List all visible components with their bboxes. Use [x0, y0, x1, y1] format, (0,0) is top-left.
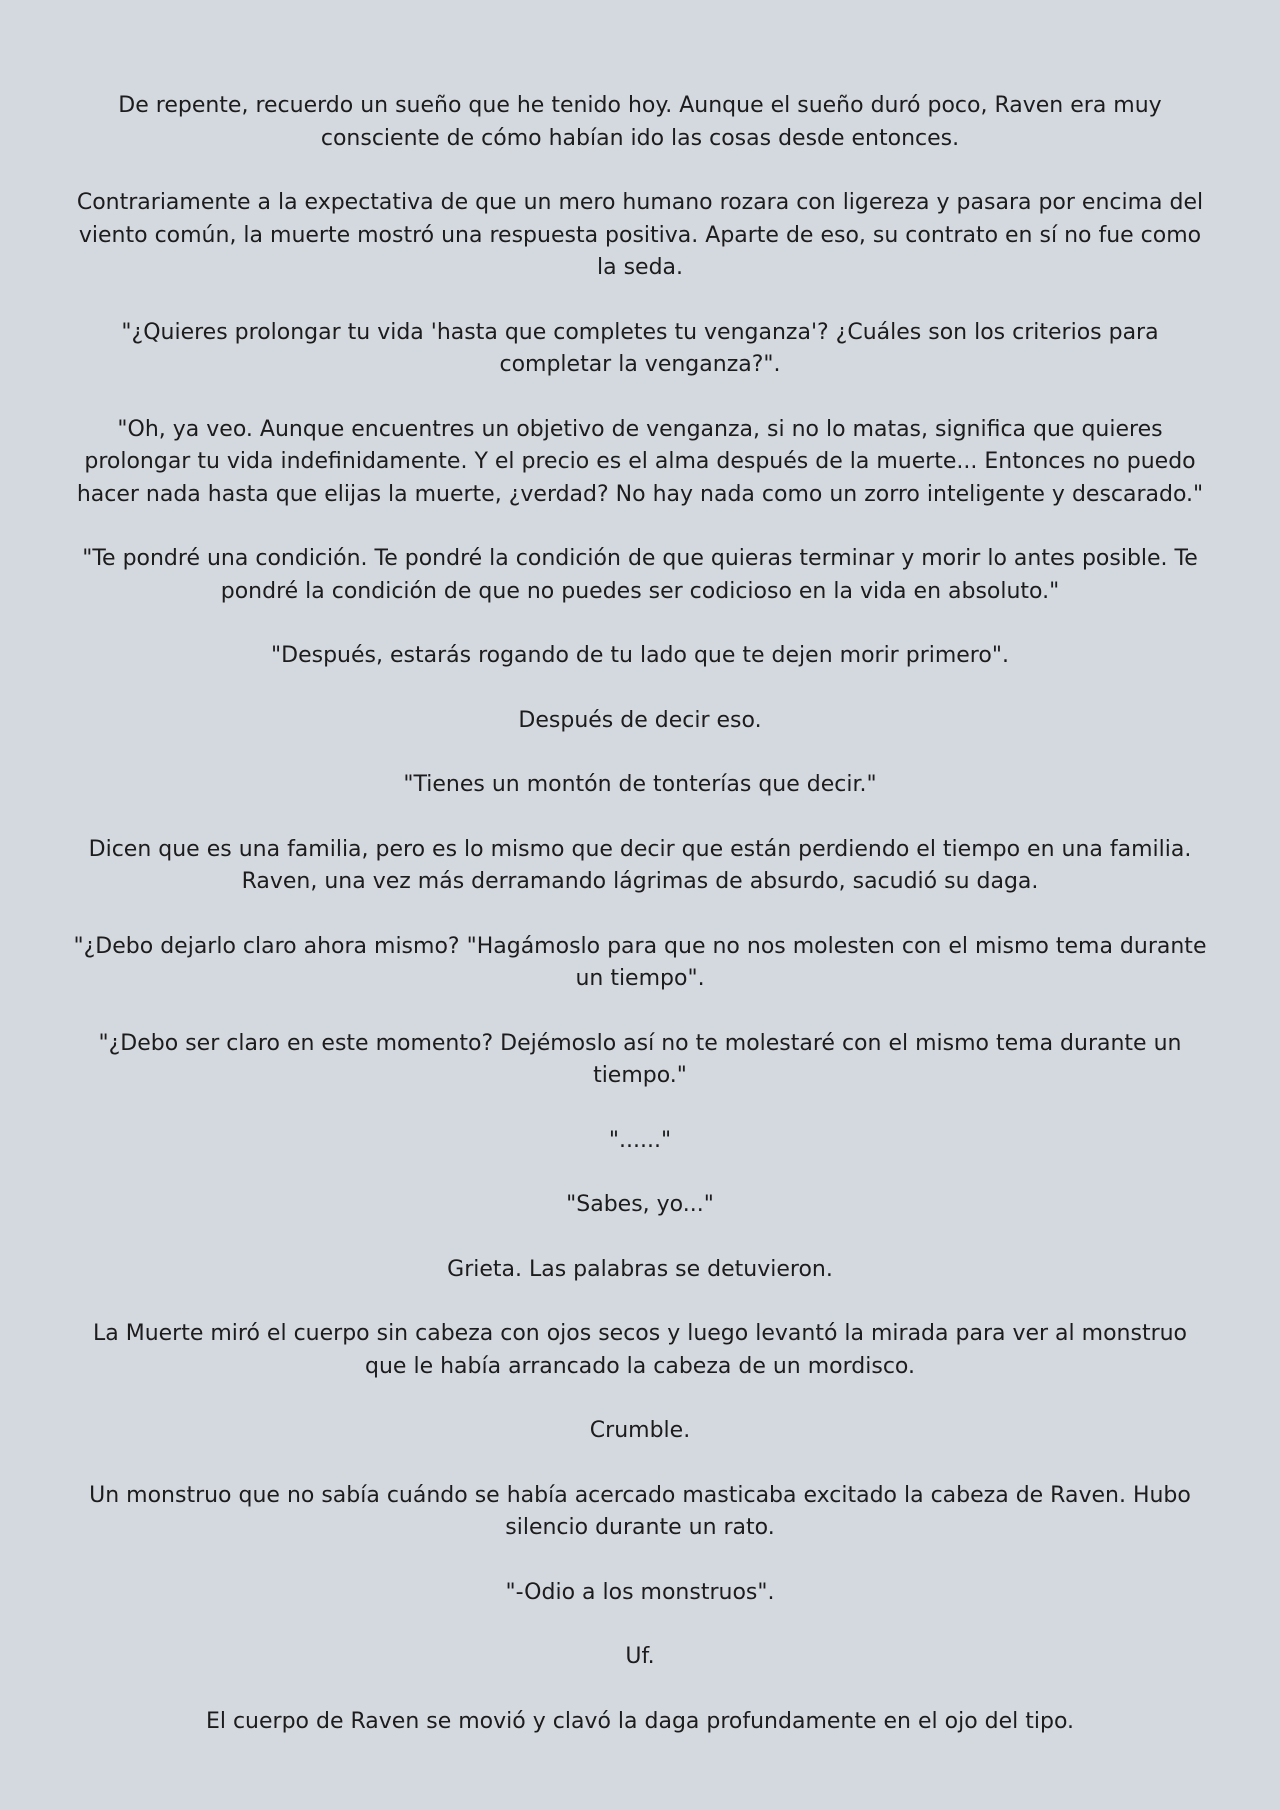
- paragraph: "¿Debo dejarlo claro ahora mismo? "Hagámoslo para que no nos molesten con el mismo tema durante un tiempo".: [73, 933, 1207, 991]
- paragraph: "Tienes un montón de tonterías que decir.": [403, 772, 877, 797]
- paragraph: Uf.: [625, 1644, 655, 1669]
- paragraph: "Oh, ya veo. Aunque encuentres un objetivo de venganza, si no lo matas, significa que quieres prolongar tu vida indefinidamente. Y el precio es el alma después de la muerte... Entonces no puedo hacer nada hasta que elijas la muerte, ¿verdad? No hay nada como un zorro inteligente y descarado.": [76, 416, 1204, 507]
- paragraph: Grieta. Las palabras se detuvieron.: [447, 1256, 833, 1282]
- story-text: [70, 90, 1210, 1770]
- paragraph: Contrariamente a la expectativa de que un mero humano rozara con ligereza y pasara por encima del viento común, la muerte mostró una respuesta positiva. Aparte de eso, su contrato en sí no fue como la seda.: [76, 190, 1204, 280]
- paragraph: La Muerte miró el cuerpo sin cabeza con ojos secos y luego levantó la mirada para ver al monstruo que le había arrancado la cabeza de un mordisco.: [92, 1321, 1188, 1379]
- paragraph: "¿Quieres prolongar tu vida 'hasta que completes tu venganza'? ¿Cuáles son los criterios para completar la venganza?".: [121, 319, 1159, 377]
- paragraph: Después de decir eso.: [518, 707, 762, 733]
- paragraph: Crumble.: [589, 1418, 691, 1443]
- paragraph: "-Odio a los monstruos".: [505, 1579, 775, 1605]
- paragraph: "¿Debo ser claro en este momento? Dejémoslo así no te molestaré con el mismo tema durante un tiempo.": [98, 1030, 1182, 1088]
- paragraph: El cuerpo de Raven se movió y clavó la daga profundamente en el ojo del tipo.: [205, 1708, 1075, 1734]
- paragraph: De repente, recuerdo un sueño que he tenido hoy. Aunque el sueño duró poco, Raven era muy consciente de cómo habían ido las cosas desde entonces.: [118, 93, 1162, 151]
- paragraph: "Te pondré una condición. Te pondré la condición de que quieras terminar y morir lo antes posible. Te pondré la condición de que no puedes ser codicioso en la vida en absoluto.": [82, 546, 1198, 604]
- paragraph: "......": [608, 1127, 672, 1153]
- paragraph: Un monstruo que no sabía cuándo se había acercado masticaba excitado la cabeza de Raven. Hubo silencio durante un rato.: [89, 1482, 1191, 1540]
- paragraph: "Después, estarás rogando de tu lado que te dejen morir primero".: [271, 643, 1009, 668]
- paragraph: Dicen que es una familia, pero es lo mismo que decir que están perdiendo el tiempo en una familia. Raven, una vez más derramando lágrimas de absurdo, sacudió su daga.: [88, 836, 1192, 894]
- paragraph: "Sabes, yo...": [566, 1192, 714, 1217]
